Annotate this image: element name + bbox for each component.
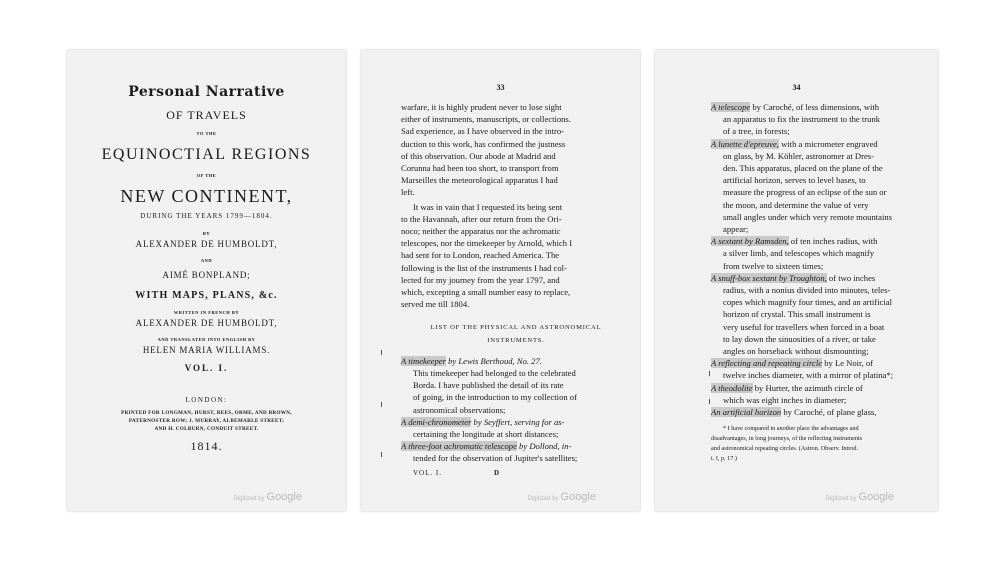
translator-name: HELEN MARIA WILLIAMS. xyxy=(142,345,271,355)
author-name: ALEXANDER DE HUMBOLDT, xyxy=(135,318,278,328)
signature-line: VOL. I. D xyxy=(413,468,501,477)
highlighted-term: A three-foot achromatic telescope xyxy=(401,441,517,452)
instrument-entry: A three-foot achromatic telescope by Dollond, in- tended for the observation of Jupiter's satellites; xyxy=(401,441,578,464)
body-text xyxy=(401,101,631,479)
title-line: WRITTEN IN FRENCH BY xyxy=(173,310,240,315)
place-label: LONDON: xyxy=(185,396,228,404)
title-line: NEW CONTINENT, xyxy=(120,186,293,206)
title-line: DURING THE YEARS 1799—1804. xyxy=(140,212,273,220)
imprint-line: PRINTED FOR LONGMAN, HURST, REES, ORME, AND BROWN, xyxy=(121,410,292,416)
google-watermark: Digitized by Google xyxy=(233,491,302,503)
instrument-entry: An artificial horizon by Caroché, of plane glass, xyxy=(711,407,877,418)
title-line: OF THE xyxy=(196,173,217,178)
page-34 xyxy=(655,50,938,511)
title-blackletter: Personal Narrative xyxy=(128,84,285,100)
title-line: TO THE xyxy=(196,131,217,136)
google-watermark: Digitized by Google xyxy=(527,491,596,503)
instrument-entry: A demi-chronometer by Seyffert, serving for as- certaining the longitude at short distances; xyxy=(401,416,565,440)
author-name: ALEXANDER DE HUMBOLDT, xyxy=(135,239,278,249)
highlighted-term: A telescope xyxy=(711,102,751,112)
instrument-entry: A reflecting and repeating circle by Le Noir, of twelve inches diameter, with a mirror of platina*; xyxy=(711,358,894,381)
volume-label: VOL. I. xyxy=(184,363,229,373)
highlighted-term: A theodolite xyxy=(711,382,753,393)
instrument-entry: A snuff-box sextant by Troughton, of two inches radius, with a nonius divided into minutes, teles- copes which magnify four times, and an artificial horizon of crystal. This small instrument is very useful for travellers when forced in a boat to lay down the sinuosities of a river, or take angles on horseback without dismounting; xyxy=(711,272,892,357)
title-line: WITH MAPS, PLANS, &c. xyxy=(135,290,278,301)
title-page xyxy=(67,50,346,511)
page-number: 34 xyxy=(792,83,801,92)
margin-mark xyxy=(381,402,382,407)
imprint-line: AND H. COLBURN, CONDUIT STREET. xyxy=(154,426,259,432)
body-text xyxy=(711,101,931,463)
highlighted-term: A timekeeper xyxy=(401,355,446,366)
list-heading: LIST OF THE PHYSICAL AND ASTRONOMICAL INSTRUMENTS. xyxy=(430,324,602,344)
instrument-entry: A timekeeper by Lewis Berthoud, No. 27. This timekeeper had belonged to the celebrated Borda. I have published the detail of its rate of going, in the introduction to my collection of astronomical observations; xyxy=(401,355,577,415)
highlighted-term: A snuff-box sextant by Troughton, xyxy=(711,272,827,283)
instrument-entry: A sextant by Ramsden, of ten inches radius, with a silver limb, and telescopes which magnify from twelve to sixteen times; xyxy=(711,236,878,271)
instrument-entry: A lunette d'epreuve, with a micrometer engraved on glass, by M. Köhler, astronomer at Dres- den. This apparatus, placed on the plane of the artificial horizon, serves to level bases, to measure the progress of an eclipse of the sun or the moon, and determine the value of very small angles under which very remote mountains appear; xyxy=(711,138,892,235)
paragraph: warfare, it is highly prudent never to lose sight either of instruments, manuscripts, or collections. Sad experience, as I have observed in the intro- duction to this work, has confirmed the justness of this observation. Our abode at Madrid and Corunna had been too short, to transport from Marseilles the meteorological apparatus I had left. xyxy=(401,102,571,198)
highlighted-term: A sextant by Ramsden, xyxy=(711,236,789,247)
highlighted-term: A reflecting and repeating circle xyxy=(711,358,823,369)
publication-year: 1814. xyxy=(190,439,223,453)
page-number: 33 xyxy=(496,83,505,92)
margin-mark xyxy=(709,399,710,404)
title-line: OF TRAVELS xyxy=(166,108,247,122)
instrument-entry: A telescope by Caroché, of less dimensions, with an apparatus to fix the instrument to the trunk of a tree, in forests; xyxy=(711,102,881,137)
margin-mark xyxy=(381,350,382,355)
highlighted-term: A demi-chronometer xyxy=(401,416,472,427)
highlighted-term: A lunette d'epreuve, xyxy=(711,138,779,149)
google-watermark: Digitized by Google xyxy=(825,491,894,503)
instrument-entry: A theodolite by Hurter, the azimuth circle of which was eight inches in diameter; xyxy=(711,382,863,405)
title-line: EQUINOCTIAL REGIONS xyxy=(101,146,312,163)
title-line: BY xyxy=(202,231,211,236)
title-line: AND TRANSLATED INTO ENGLISH BY xyxy=(157,337,256,342)
paragraph: It was in vain that I requested its being sent to the Havannah, after our return from the Ori- noco; neither the apparatus nor the achromatic telescopes, nor the timekeeper by Arnold, which I had sent for to London, reached America. The following is the list of the instruments I had col- lected for my journey from the year 1797, and which, excepting a small number easy to replace, served me till 1804. xyxy=(401,201,573,310)
page-33 xyxy=(361,50,640,511)
coauthor-name: AIMÉ BONPLAND; xyxy=(162,270,251,280)
margin-mark xyxy=(709,371,710,376)
title-line: AND xyxy=(200,258,213,263)
highlighted-term: An artificial horizon xyxy=(711,407,782,418)
footnote: * I have compared in another place the advantages and disadvantages, in long journeys, of the reflecting instruments and astronomical repeating circles. (Astron. Observ. Introd. t. I, p. 17.) xyxy=(711,425,863,462)
imprint-line: PATERNOSTER ROW; J. MURRAY, ALBEMARLE STREET; xyxy=(128,418,285,424)
margin-mark xyxy=(381,452,382,457)
